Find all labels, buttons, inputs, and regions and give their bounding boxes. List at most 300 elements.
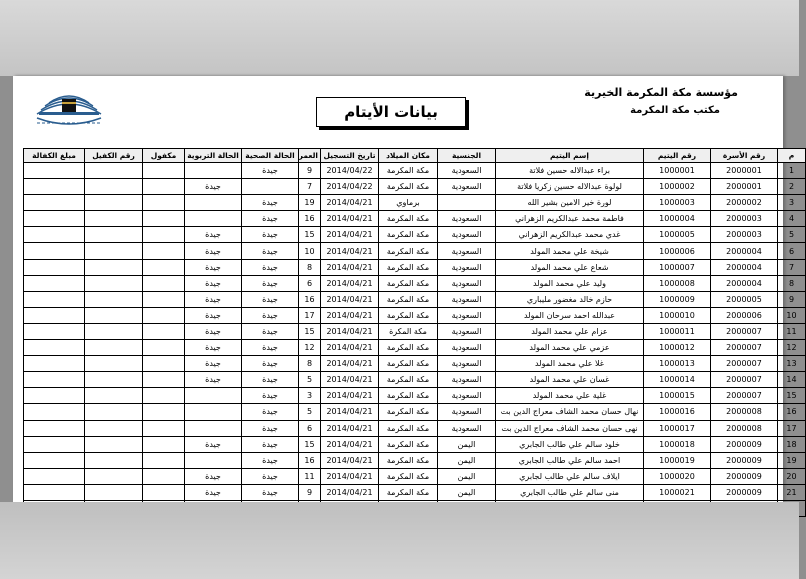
birthplace-cell: مكة المكرمة	[379, 436, 438, 452]
row-number-cell: 16	[778, 404, 806, 420]
orphan-name-cell: غدي محمد عبدالكريم الزهراني	[496, 227, 644, 243]
sponsorship-amount-cell	[24, 404, 85, 420]
birthplace-cell: مكة المكرمة	[379, 179, 438, 195]
sponsor-number-cell	[85, 323, 143, 339]
education-status-cell: جيدة	[185, 340, 242, 356]
health-status-cell: جيدة	[242, 307, 299, 323]
education-status-cell: جيدة	[185, 356, 242, 372]
table-row	[24, 468, 806, 484]
table-row	[24, 307, 806, 323]
orphan-number-cell: 1000014	[644, 372, 711, 388]
nationality-cell: اليمن	[438, 468, 496, 484]
sponsor-number-cell	[85, 356, 143, 372]
row-number-cell: 15	[778, 388, 806, 404]
kaaba-logo-icon	[29, 90, 109, 134]
nationality-cell: السعودية	[438, 307, 496, 323]
row-number-cell: 4	[778, 211, 806, 227]
family-number-cell: 2000002	[711, 195, 778, 211]
sponsor-number-cell	[85, 275, 143, 291]
nationality-cell: السعودية	[438, 340, 496, 356]
age-cell: 10	[299, 243, 321, 259]
sponsorship-amount-cell	[24, 211, 85, 227]
sponsored-cell	[143, 243, 185, 259]
age-cell: 8	[299, 356, 321, 372]
sponsorship-amount-cell	[24, 227, 85, 243]
nationality-cell: السعودية	[438, 323, 496, 339]
orphan-name-cell: ايلاف سالم علي طالب لجابري	[496, 468, 644, 484]
sponsor-number-cell	[85, 420, 143, 436]
education-status-cell: جيدة	[185, 323, 242, 339]
orphan-number-cell: 1000012	[644, 340, 711, 356]
sponsor-number-cell	[85, 468, 143, 484]
sponsored-cell	[143, 211, 185, 227]
table-row	[24, 452, 806, 468]
sponsor-number-cell	[85, 259, 143, 275]
birthplace-cell: مكة المكرمة	[379, 307, 438, 323]
education-status-cell	[185, 388, 242, 404]
registration-date-cell: 2014/04/21	[321, 211, 379, 227]
age-cell: 19	[299, 195, 321, 211]
sponsor-number-cell	[85, 484, 143, 500]
education-status-cell: جيدة	[185, 372, 242, 388]
sponsor-number-cell	[85, 436, 143, 452]
table-row	[24, 388, 806, 404]
orphans-table	[23, 148, 806, 517]
column-header: العمر	[299, 149, 321, 163]
table-row	[24, 275, 806, 291]
sponsor-number-cell	[85, 243, 143, 259]
registration-date-cell: 2014/04/21	[321, 195, 379, 211]
family-number-cell: 2000009	[711, 436, 778, 452]
birthplace-cell: مكة المكرمة	[379, 340, 438, 356]
education-status-cell: جيدة	[185, 307, 242, 323]
table-row	[24, 372, 806, 388]
table-row	[24, 259, 806, 275]
registration-date-cell: 2014/04/21	[321, 259, 379, 275]
orphan-number-cell: 1000015	[644, 388, 711, 404]
orphan-number-cell: 1000007	[644, 259, 711, 275]
family-number-cell: 2000009	[711, 452, 778, 468]
education-status-cell	[185, 211, 242, 227]
orphan-name-cell: وليد علي محمد المولد	[496, 275, 644, 291]
family-number-cell: 2000007	[711, 372, 778, 388]
family-number-cell: 2000001	[711, 163, 778, 179]
age-cell: 17	[299, 307, 321, 323]
sponsorship-amount-cell	[24, 163, 85, 179]
orphan-number-cell: 1000008	[644, 275, 711, 291]
education-status-cell	[185, 195, 242, 211]
row-number-cell: 21	[778, 484, 806, 500]
orphan-number-cell: 1000017	[644, 420, 711, 436]
column-header: الحالة التربوية	[185, 149, 242, 163]
column-header: رقم الأسرة	[711, 149, 778, 163]
registration-date-cell: 2014/04/21	[321, 404, 379, 420]
family-number-cell: 2000008	[711, 420, 778, 436]
sponsorship-amount-cell	[24, 356, 85, 372]
table-row	[24, 163, 806, 179]
sponsorship-amount-cell	[24, 323, 85, 339]
education-status-cell	[185, 163, 242, 179]
nationality-cell: السعودية	[438, 259, 496, 275]
family-number-cell: 2000004	[711, 275, 778, 291]
family-number-cell: 2000008	[711, 404, 778, 420]
table-row	[24, 243, 806, 259]
sponsor-number-cell	[85, 307, 143, 323]
sponsor-number-cell	[85, 452, 143, 468]
table-row	[24, 404, 806, 420]
health-status-cell: جيدة	[242, 372, 299, 388]
table-row	[24, 227, 806, 243]
education-status-cell	[185, 404, 242, 420]
window-frame-top	[0, 0, 799, 76]
family-number-cell: 2000004	[711, 259, 778, 275]
table-header-row	[24, 149, 806, 163]
registration-date-cell: 2014/04/21	[321, 291, 379, 307]
document-title: بيانات الأيتام	[316, 97, 466, 127]
orphan-number-cell: 1000005	[644, 227, 711, 243]
orphan-name-cell: لولوة عبدالاله حسين زكريا فلاتة	[496, 179, 644, 195]
row-number-cell: 9	[778, 291, 806, 307]
row-number-cell: 11	[778, 323, 806, 339]
registration-date-cell: 2014/04/22	[321, 179, 379, 195]
family-number-cell: 2000007	[711, 388, 778, 404]
window-frame-bottom	[0, 502, 799, 579]
sponsorship-amount-cell	[24, 259, 85, 275]
sponsored-cell	[143, 163, 185, 179]
column-header: مكفول	[143, 149, 185, 163]
sponsorship-amount-cell	[24, 372, 85, 388]
family-number-cell: 2000004	[711, 243, 778, 259]
orphan-number-cell: 1000001	[644, 163, 711, 179]
age-cell: 9	[299, 163, 321, 179]
row-number-cell: 12	[778, 340, 806, 356]
sponsorship-amount-cell	[24, 275, 85, 291]
family-number-cell: 2000003	[711, 227, 778, 243]
table-row	[24, 484, 806, 500]
health-status-cell: جيدة	[242, 227, 299, 243]
orphan-number-cell: 1000019	[644, 452, 711, 468]
sponsor-number-cell	[85, 195, 143, 211]
family-number-cell: 2000005	[711, 291, 778, 307]
sponsored-cell	[143, 227, 185, 243]
registration-date-cell: 2014/04/21	[321, 243, 379, 259]
family-number-cell: 2000007	[711, 356, 778, 372]
sponsored-cell	[143, 323, 185, 339]
column-header: إسم اليتيم	[496, 149, 644, 163]
sponsorship-amount-cell	[24, 291, 85, 307]
health-status-cell: جيدة	[242, 211, 299, 227]
age-cell: 16	[299, 452, 321, 468]
orphan-number-cell: 1000006	[644, 243, 711, 259]
family-number-cell: 2000009	[711, 468, 778, 484]
sponsored-cell	[143, 307, 185, 323]
health-status-cell: جيدة	[242, 195, 299, 211]
birthplace-cell: مكة المكرمة	[379, 275, 438, 291]
health-status-cell: جيدة	[242, 340, 299, 356]
orphan-name-cell: براء عبدالاله حسين فلاتة	[496, 163, 644, 179]
row-number-cell: 8	[778, 275, 806, 291]
sponsorship-amount-cell	[24, 243, 85, 259]
table-row	[24, 356, 806, 372]
sponsored-cell	[143, 404, 185, 420]
sponsor-number-cell	[85, 179, 143, 195]
sponsor-number-cell	[85, 163, 143, 179]
organization-header	[584, 86, 738, 116]
sponsorship-amount-cell	[24, 468, 85, 484]
orphan-number-cell: 1000004	[644, 211, 711, 227]
age-cell: 15	[299, 436, 321, 452]
age-cell: 6	[299, 275, 321, 291]
registration-date-cell: 2014/04/22	[321, 163, 379, 179]
birthplace-cell: مكة المكرمة	[379, 163, 438, 179]
sponsorship-amount-cell	[24, 388, 85, 404]
birthplace-cell: برماوي	[379, 195, 438, 211]
health-status-cell: جيدة	[242, 243, 299, 259]
sponsor-number-cell	[85, 291, 143, 307]
nationality-cell: السعودية	[438, 163, 496, 179]
sponsorship-amount-cell	[24, 420, 85, 436]
table-row	[24, 179, 806, 195]
education-status-cell	[185, 452, 242, 468]
row-number-cell: 19	[778, 452, 806, 468]
table-row	[24, 323, 806, 339]
sponsored-cell	[143, 291, 185, 307]
orphan-name-cell: عزمي علي محمد المولد	[496, 340, 644, 356]
nationality-cell: اليمن	[438, 436, 496, 452]
row-number-cell: 20	[778, 468, 806, 484]
sponsor-number-cell	[85, 404, 143, 420]
nationality-cell: السعودية	[438, 227, 496, 243]
sponsored-cell	[143, 388, 185, 404]
orphan-name-cell: حازم خالد مغضور مليباري	[496, 291, 644, 307]
orphan-name-cell: عزام علي محمد المولد	[496, 323, 644, 339]
registration-date-cell: 2014/04/21	[321, 484, 379, 500]
education-status-cell: جيدة	[185, 243, 242, 259]
column-header: رقم الكفيل	[85, 149, 143, 163]
orphan-name-cell: شيخة علي محمد المولد	[496, 243, 644, 259]
table-row	[24, 436, 806, 452]
sponsored-cell	[143, 356, 185, 372]
birthplace-cell: مكة المكرمة	[379, 388, 438, 404]
age-cell: 15	[299, 323, 321, 339]
health-status-cell: جيدة	[242, 484, 299, 500]
nationality-cell: السعودية	[438, 243, 496, 259]
birthplace-cell: مكة المكرمة	[379, 356, 438, 372]
sponsorship-amount-cell	[24, 484, 85, 500]
birthplace-cell: مكة المكرمة	[379, 259, 438, 275]
sponsored-cell	[143, 372, 185, 388]
nationality-cell: السعودية	[438, 179, 496, 195]
row-number-cell: 10	[778, 307, 806, 323]
education-status-cell	[185, 420, 242, 436]
family-number-cell: 2000006	[711, 307, 778, 323]
orphan-number-cell: 1000011	[644, 323, 711, 339]
registration-date-cell: 2014/04/21	[321, 356, 379, 372]
registration-date-cell: 2014/04/21	[321, 388, 379, 404]
column-header: م	[778, 149, 806, 163]
birthplace-cell: مكة المكرمة	[379, 372, 438, 388]
nationality-cell: السعودية	[438, 275, 496, 291]
column-header: مكان الميلاد	[379, 149, 438, 163]
orphan-number-cell: 1000016	[644, 404, 711, 420]
registration-date-cell: 2014/04/21	[321, 468, 379, 484]
sponsored-cell	[143, 420, 185, 436]
table-row	[24, 420, 806, 436]
nationality-cell: السعودية	[438, 388, 496, 404]
registration-date-cell: 2014/04/21	[321, 452, 379, 468]
row-number-cell: 2	[778, 179, 806, 195]
registration-date-cell: 2014/04/21	[321, 323, 379, 339]
education-status-cell: جيدة	[185, 291, 242, 307]
health-status-cell: جيدة	[242, 388, 299, 404]
column-header: رقم اليتيم	[644, 149, 711, 163]
age-cell: 6	[299, 420, 321, 436]
health-status-cell: جيدة	[242, 436, 299, 452]
health-status-cell: جيدة	[242, 163, 299, 179]
registration-date-cell: 2014/04/21	[321, 436, 379, 452]
family-number-cell: 2000003	[711, 211, 778, 227]
registration-date-cell: 2014/04/21	[321, 420, 379, 436]
sponsorship-amount-cell	[24, 436, 85, 452]
orphan-number-cell: 1000018	[644, 436, 711, 452]
health-status-cell: جيدة	[242, 452, 299, 468]
sponsored-cell	[143, 259, 185, 275]
age-cell: 16	[299, 291, 321, 307]
sponsored-cell	[143, 436, 185, 452]
orphan-name-cell: نهى حسان محمد الشاف معراج الدين بت	[496, 420, 644, 436]
health-status-cell: جيدة	[242, 259, 299, 275]
nationality-cell: السعودية	[438, 211, 496, 227]
age-cell: 3	[299, 388, 321, 404]
office-name: مكتب مكة المكرمة	[630, 105, 720, 116]
education-status-cell: جيدة	[185, 179, 242, 195]
sponsored-cell	[143, 452, 185, 468]
orphan-name-cell: احمد سالم علي طالب الجابري	[496, 452, 644, 468]
nationality-cell	[438, 195, 496, 211]
health-status-cell: جيدة	[242, 356, 299, 372]
age-cell: 9	[299, 484, 321, 500]
nationality-cell: السعودية	[438, 372, 496, 388]
row-number-cell: 13	[778, 356, 806, 372]
health-status-cell: جيدة	[242, 468, 299, 484]
registration-date-cell: 2014/04/21	[321, 372, 379, 388]
age-cell: 16	[299, 211, 321, 227]
education-status-cell: جيدة	[185, 436, 242, 452]
row-number-cell: 1	[778, 163, 806, 179]
age-cell: 8	[299, 259, 321, 275]
table-body	[24, 163, 806, 517]
table-row	[24, 340, 806, 356]
health-status-cell: جيدة	[242, 323, 299, 339]
age-cell: 11	[299, 468, 321, 484]
orphan-number-cell: 1000020	[644, 468, 711, 484]
health-status-cell	[242, 179, 299, 195]
orphan-number-cell: 1000003	[644, 195, 711, 211]
orphan-number-cell: 1000010	[644, 307, 711, 323]
row-number-cell: 7	[778, 259, 806, 275]
sponsorship-amount-cell	[24, 195, 85, 211]
registration-date-cell: 2014/04/21	[321, 340, 379, 356]
sponsor-number-cell	[85, 211, 143, 227]
table-row	[24, 195, 806, 211]
sponsored-cell	[143, 484, 185, 500]
age-cell: 5	[299, 404, 321, 420]
orphan-number-cell: 1000013	[644, 356, 711, 372]
orphan-name-cell: فاطمة محمد عبدالكريم الزهراني	[496, 211, 644, 227]
orphan-number-cell: 1000002	[644, 179, 711, 195]
birthplace-cell: مكة المكرمة	[379, 291, 438, 307]
age-cell: 5	[299, 372, 321, 388]
row-number-cell: 3	[778, 195, 806, 211]
row-number-cell: 18	[778, 436, 806, 452]
nationality-cell: اليمن	[438, 452, 496, 468]
education-status-cell: جيدة	[185, 227, 242, 243]
sponsorship-amount-cell	[24, 179, 85, 195]
row-number-cell: 14	[778, 372, 806, 388]
column-header: الحالة الصحية	[242, 149, 299, 163]
row-number-cell: 6	[778, 243, 806, 259]
registration-date-cell: 2014/04/21	[321, 307, 379, 323]
birthplace-cell: مكة المكرمة	[379, 484, 438, 500]
table-row	[24, 291, 806, 307]
age-cell: 15	[299, 227, 321, 243]
education-status-cell: جيدة	[185, 275, 242, 291]
sponsored-cell	[143, 179, 185, 195]
sponsored-cell	[143, 195, 185, 211]
education-status-cell: جيدة	[185, 468, 242, 484]
sponsorship-amount-cell	[24, 307, 85, 323]
sponsored-cell	[143, 468, 185, 484]
orphan-name-cell: نهال حسان محمد الشاف معراج الدين بت	[496, 404, 644, 420]
table-row	[24, 211, 806, 227]
sponsorship-amount-cell	[24, 340, 85, 356]
orphan-number-cell: 1000021	[644, 484, 711, 500]
birthplace-cell: مكة المكرمة	[379, 211, 438, 227]
family-number-cell: 2000007	[711, 323, 778, 339]
health-status-cell: جيدة	[242, 275, 299, 291]
orphan-name-cell: عبدالله احمد سرحان المولد	[496, 307, 644, 323]
sponsorship-amount-cell	[24, 452, 85, 468]
nationality-cell: السعودية	[438, 356, 496, 372]
sponsor-number-cell	[85, 372, 143, 388]
family-number-cell: 2000001	[711, 179, 778, 195]
age-cell: 7	[299, 179, 321, 195]
sponsor-number-cell	[85, 227, 143, 243]
orphan-name-cell: شعاع علي محمد المولد	[496, 259, 644, 275]
education-status-cell: جيدة	[185, 259, 242, 275]
orphan-name-cell: غسان علي محمد المولد	[496, 372, 644, 388]
document-page	[13, 76, 797, 502]
sponsored-cell	[143, 340, 185, 356]
nationality-cell: السعودية	[438, 404, 496, 420]
health-status-cell: جيدة	[242, 420, 299, 436]
birthplace-cell: مكة المكرمة	[379, 404, 438, 420]
age-cell: 12	[299, 340, 321, 356]
orphan-number-cell: 1000009	[644, 291, 711, 307]
sponsor-number-cell	[85, 340, 143, 356]
column-header: الجنسية	[438, 149, 496, 163]
nationality-cell: السعودية	[438, 420, 496, 436]
family-number-cell: 2000009	[711, 484, 778, 500]
row-number-cell: 17	[778, 420, 806, 436]
family-number-cell: 2000007	[711, 340, 778, 356]
birthplace-cell: مكة المكرمة	[379, 452, 438, 468]
sponsored-cell	[143, 275, 185, 291]
orphan-name-cell: منى سالم علي طالب الجابري	[496, 484, 644, 500]
organization-name: مؤسسة مكة المكرمة الخيرية	[584, 86, 738, 99]
education-status-cell: جيدة	[185, 484, 242, 500]
health-status-cell: جيدة	[242, 404, 299, 420]
